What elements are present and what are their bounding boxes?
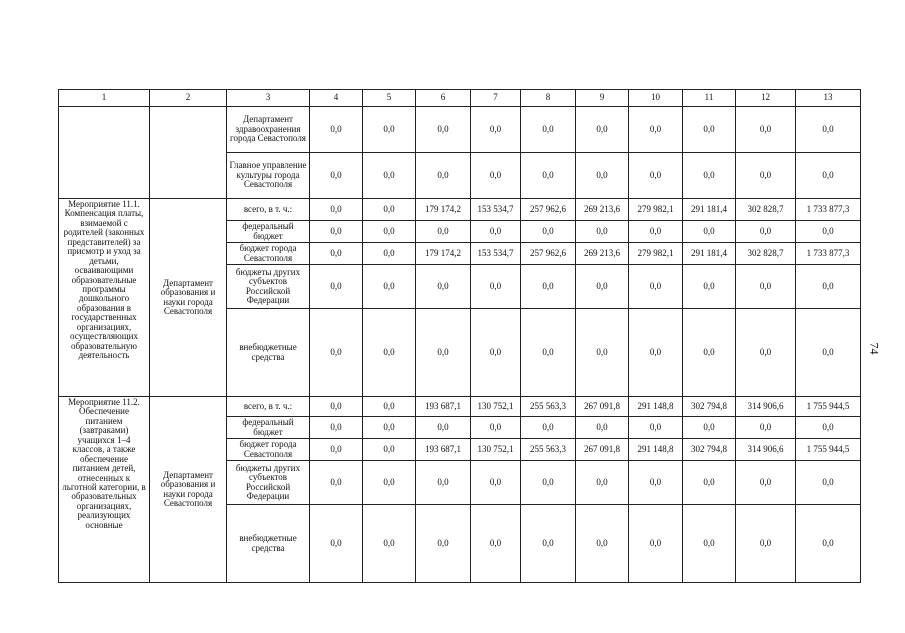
value-cell: 0,0: [796, 221, 861, 243]
value-cell: 0,0: [629, 107, 683, 153]
value-cell: 0,0: [310, 505, 363, 583]
value-cell: 0,0: [521, 461, 576, 505]
value-cell: 0,0: [796, 309, 861, 397]
value-cell: 0,0: [576, 417, 629, 439]
value-cell: 0,0: [683, 221, 736, 243]
value-cell: 0,0: [796, 107, 861, 153]
value-cell: 0,0: [736, 505, 796, 583]
value-cell: 0,0: [629, 221, 683, 243]
value-cell: 0,0: [629, 461, 683, 505]
measure-title-cell: Мероприятие 11.2. Обеспечение питанием (завтраками) учащихся 1–4 классов, а также обеспечение питанием детей, отнесенных к льготной категории, в образовательных организациях, реализующих основные: [59, 397, 150, 583]
table-row: [59, 397, 861, 417]
value-cell: 0,0: [471, 107, 521, 153]
value-cell: 279 982,1: [629, 199, 683, 221]
value-cell: 255 563,3: [521, 439, 576, 461]
value-cell: 291 181,4: [683, 243, 736, 265]
header-cell: 3: [227, 90, 310, 107]
header-cell: 1: [59, 90, 150, 107]
funding-source-cell: внебюджетные средства: [227, 309, 310, 397]
header-cell: 9: [576, 90, 629, 107]
value-cell: 0,0: [521, 505, 576, 583]
value-cell: 0,0: [310, 265, 363, 309]
value-cell: 0,0: [416, 153, 471, 199]
value-cell: 302 794,8: [683, 397, 736, 417]
value-cell: 0,0: [629, 265, 683, 309]
value-cell: 269 213,6: [576, 199, 629, 221]
value-cell: 0,0: [416, 221, 471, 243]
value-cell: 0,0: [363, 265, 416, 309]
value-cell: 0,0: [736, 221, 796, 243]
value-cell: 0,0: [471, 221, 521, 243]
value-cell: 0,0: [310, 221, 363, 243]
measure-title-cell: Мероприятие 11.1. Компенсация платы, взимаемой с родителей (законных представителей) за присмотр и уход за детьми, осваивающими образовательные программы дошкольного образования в государственных организациях, осуществляющих образовательную деятельность: [59, 199, 150, 397]
value-cell: 0,0: [683, 107, 736, 153]
table-row: [59, 199, 861, 221]
value-cell: 0,0: [521, 153, 576, 199]
value-cell: 0,0: [796, 153, 861, 199]
value-cell: 0,0: [629, 505, 683, 583]
value-cell: 0,0: [363, 439, 416, 461]
header-cell: 5: [363, 90, 416, 107]
value-cell: 153 534,7: [471, 243, 521, 265]
header-cell: 4: [310, 90, 363, 107]
value-cell: 0,0: [736, 107, 796, 153]
value-cell: 0,0: [310, 461, 363, 505]
value-cell: 1 755 944,5: [796, 397, 861, 417]
header-cell: 12: [736, 90, 796, 107]
value-cell: 0,0: [629, 153, 683, 199]
value-cell: 0,0: [629, 309, 683, 397]
value-cell: 0,0: [363, 461, 416, 505]
value-cell: 291 148,8: [629, 397, 683, 417]
funding-source-cell: бюджет города Севастополя: [227, 243, 310, 265]
header-cell: 7: [471, 90, 521, 107]
value-cell: 291 148,8: [629, 439, 683, 461]
value-cell: 0,0: [416, 461, 471, 505]
value-cell: 0,0: [736, 417, 796, 439]
funding-source-cell: бюджет города Севастополя: [227, 439, 310, 461]
value-cell: 0,0: [363, 505, 416, 583]
header-cell: 8: [521, 90, 576, 107]
value-cell: 0,0: [310, 439, 363, 461]
value-cell: 302 828,7: [736, 243, 796, 265]
value-cell: 0,0: [471, 153, 521, 199]
value-cell: 1 733 877,3: [796, 199, 861, 221]
value-cell: 130 752,1: [471, 439, 521, 461]
value-cell: 0,0: [683, 461, 736, 505]
value-cell: 0,0: [576, 221, 629, 243]
value-cell: 0,0: [471, 309, 521, 397]
value-cell: 0,0: [471, 417, 521, 439]
value-cell: 0,0: [471, 265, 521, 309]
value-cell: 153 534,7: [471, 199, 521, 221]
funding-source-cell: всего, в т. ч.:: [227, 397, 310, 417]
value-cell: 193 687,1: [416, 439, 471, 461]
value-cell: 267 091,8: [576, 439, 629, 461]
value-cell: 0,0: [521, 309, 576, 397]
value-cell: 0,0: [416, 309, 471, 397]
value-cell: 0,0: [683, 309, 736, 397]
value-cell: 0,0: [416, 107, 471, 153]
value-cell: 314 906,6: [736, 397, 796, 417]
value-cell: 0,0: [416, 265, 471, 309]
header-cell: 10: [629, 90, 683, 107]
value-cell: 291 181,4: [683, 199, 736, 221]
value-cell: 0,0: [310, 397, 363, 417]
value-cell: 0,0: [521, 417, 576, 439]
funding-source-cell: Департамент здравоохранения города Севастополя: [227, 107, 310, 153]
value-cell: 0,0: [363, 417, 416, 439]
value-cell: 0,0: [576, 461, 629, 505]
value-cell: 0,0: [683, 505, 736, 583]
value-cell: 0,0: [310, 107, 363, 153]
value-cell: 257 962,6: [521, 199, 576, 221]
value-cell: 0,0: [363, 199, 416, 221]
value-cell: 0,0: [796, 417, 861, 439]
value-cell: 0,0: [310, 153, 363, 199]
value-cell: 279 982,1: [629, 243, 683, 265]
value-cell: 193 687,1: [416, 397, 471, 417]
executor-cell: Департамент образования и науки города Севастополя: [150, 199, 227, 397]
value-cell: 0,0: [310, 417, 363, 439]
value-cell: 0,0: [576, 107, 629, 153]
value-cell: 0,0: [521, 221, 576, 243]
header-cell: 2: [150, 90, 227, 107]
funding-source-cell: бюджеты других субъектов Российской Федерации: [227, 265, 310, 309]
value-cell: 0,0: [310, 199, 363, 221]
funding-source-cell: всего, в т. ч.:: [227, 199, 310, 221]
budget-table: [58, 89, 861, 583]
value-cell: 269 213,6: [576, 243, 629, 265]
header-cell: 11: [683, 90, 736, 107]
value-cell: 179 174,2: [416, 243, 471, 265]
value-cell: 0,0: [363, 153, 416, 199]
header-cell: 6: [416, 90, 471, 107]
value-cell: 0,0: [736, 461, 796, 505]
value-cell: 0,0: [576, 505, 629, 583]
measure-cell-empty: [59, 107, 150, 199]
header-cell: 13: [796, 90, 861, 107]
value-cell: 0,0: [363, 243, 416, 265]
value-cell: 0,0: [736, 309, 796, 397]
value-cell: 0,0: [310, 243, 363, 265]
funding-source-cell: федеральный бюджет: [227, 221, 310, 243]
value-cell: 0,0: [416, 417, 471, 439]
executor-cell-empty: [150, 107, 227, 199]
value-cell: 0,0: [576, 265, 629, 309]
value-cell: 0,0: [683, 417, 736, 439]
value-cell: 314 906,6: [736, 439, 796, 461]
funding-source-cell: федеральный бюджет: [227, 417, 310, 439]
value-cell: 0,0: [363, 397, 416, 417]
table-body: [59, 90, 861, 583]
value-cell: 1 755 944,5: [796, 439, 861, 461]
value-cell: 255 563,3: [521, 397, 576, 417]
value-cell: 0,0: [363, 309, 416, 397]
value-cell: 257 962,6: [521, 243, 576, 265]
value-cell: 0,0: [796, 461, 861, 505]
funding-source-cell: Главное управление культуры города Севастополя: [227, 153, 310, 199]
funding-source-cell: внебюджетные средства: [227, 505, 310, 583]
value-cell: 0,0: [521, 265, 576, 309]
value-cell: 0,0: [363, 221, 416, 243]
value-cell: 0,0: [310, 309, 363, 397]
value-cell: 0,0: [683, 265, 736, 309]
value-cell: 0,0: [471, 505, 521, 583]
value-cell: 0,0: [796, 265, 861, 309]
value-cell: 302 794,8: [683, 439, 736, 461]
value-cell: 0,0: [736, 265, 796, 309]
value-cell: 0,0: [363, 107, 416, 153]
value-cell: 1 733 877,3: [796, 243, 861, 265]
funding-source-cell: бюджеты других субъектов Российской Федерации: [227, 461, 310, 505]
value-cell: 0,0: [736, 153, 796, 199]
value-cell: 0,0: [416, 505, 471, 583]
executor-cell: Департамент образования и науки города Севастополя: [150, 397, 227, 583]
value-cell: 0,0: [796, 505, 861, 583]
value-cell: 130 752,1: [471, 397, 521, 417]
table-header-row: [59, 90, 861, 107]
value-cell: 0,0: [521, 107, 576, 153]
value-cell: 0,0: [471, 461, 521, 505]
table-row: [59, 107, 861, 153]
value-cell: 302 828,7: [736, 199, 796, 221]
value-cell: 0,0: [576, 309, 629, 397]
value-cell: 0,0: [629, 417, 683, 439]
value-cell: 0,0: [683, 153, 736, 199]
value-cell: 0,0: [576, 153, 629, 199]
value-cell: 179 174,2: [416, 199, 471, 221]
page-number: 74: [867, 342, 882, 355]
value-cell: 267 091,8: [576, 397, 629, 417]
